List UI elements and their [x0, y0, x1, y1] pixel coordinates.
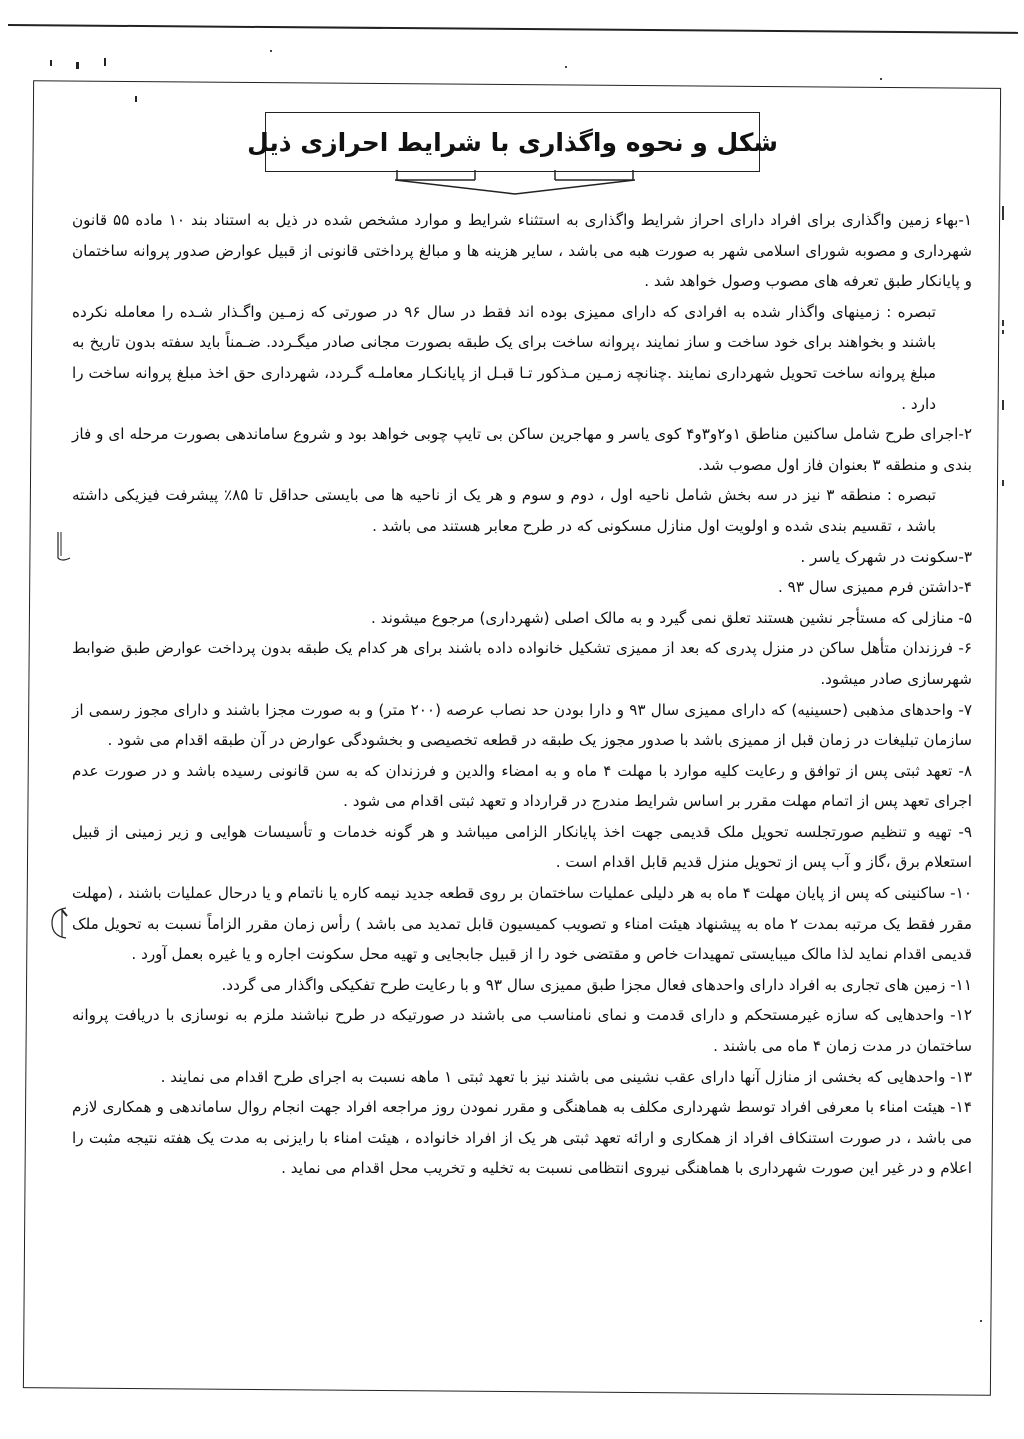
- clause-1-note: تبصره : زمینهای واگذار شده به افرادی که دارای ممیزی بوده اند فقط در سال ۹۶ در صورتی که زمـین واگـذار شـده را معامله نکرده باشند و بخواهند برای خود ساخت و ساز نمایند ،پروانه ساخت برای یک طبقه بصورت مجانی صادر میگـردد. ضـمناً باید سفته بدون تاریخ به مبلغ پروانه ساخت تحویل شهرداری نمایند .چنانچه زمـین مـذکور تـا قبـل از پایانکـار معاملـه گـردد، شهرداری حق اخذ مبلغ پروانه ساخت را دارد .: [72, 302, 936, 413]
- margin-scan-marks: [1000, 200, 1006, 500]
- punch-hole-icon: [50, 906, 70, 940]
- clause-6: ۶- فرزندان متأهل ساکن در منزل پدری که بعد از ممیزی تشکیل خانواده داده باشند برای هر کدام یک طبقه بدون پرداخت عوارض طبق ضوابط شهرسازی صادر میشود.: [72, 639, 972, 688]
- clause-10: ۱۰- ساکنینی که پس از پایان مهلت ۴ ماه به هر دلیلی عملیات ساختمان بر روی قطعه جدید نیمه کاره یا ناتمام و یا درحال عملیات باشند ، (مهلت مقرر فقط یک مرتبه بمدت ۲ ماه به پیشنهاد هیئت امناء و تصویب کمیسیون قابل تمدید می باشد ) رأس زمان مقرر الزاماً نسبت به تحویل ملک قدیمی اقدام نماید لذا مالک میبایستی تمهیدات خاص و مقتضی خود را از قبیل جابجایی و تهیه محل سکونت اجاره و یا غیره بعمل آورد .: [72, 884, 973, 964]
- title-box: [247, 112, 778, 172]
- clause-8: ۸- تعهد ثبتی پس از توافق و رعایت کلیه موارد با مهلت ۴ ماه و به امضاء والدین و فرزندان که به سن قانونی رسیده باشد و در صورت عدم اجرای تعهد پس از اتمام مهلت مقرر بر اساس شرایط مندرج در قرارداد و تعهد ثبتی اقدام می شود .: [72, 761, 972, 811]
- clause-5: ۵- منازلی که مستأجر نشین هستند تعلق نمی گیرد و به مالک اصلی (شهرداری) مرجوع میشوند .: [371, 608, 972, 627]
- scan-edge-line: [8, 24, 1018, 34]
- document-body: [72, 205, 972, 1184]
- clause-9: ۹- تهیه و تنظیم صورتجلسه تحویل ملک قدیمی جهت اخذ پایانکار الزامی میباشد و هر گونه خدمات و تأسیسات هوایی و زیر زمینی از قبیل استعلام برق ،گاز و آب پس از تحویل منزل قدیم قابل اقدام است .: [72, 822, 972, 872]
- clause-7: ۷- واحدهای مذهبی (حسینیه) که دارای ممیزی سال ۹۳ و دارا بودن حد نصاب عرصه (۲۰۰ متر) و به صورت مجزا باشند و دارای مجوز رسمی از سازمان تبلیغات در زمان قبل از ممیزی باشد با صدور مجوز یک طبقه در قطعه تخصیصی و بخشودگی عوارض در آن طبقه اقدام می شود .: [72, 700, 973, 750]
- title-arrow-icon: [395, 170, 635, 196]
- clause-2-note: تبصره : منطقه ۳ نیز در سه بخش شامل ناحیه اول ، دوم و سوم و هر یک از ناحیه ها می بایستی حداقل تا ۸۵٪ پیشرفت فیزیکی داشته باشد ، تقسیم بندی شده و اولویت اول منازل مسکونی که در طرح معابر هستند می باشد .: [72, 486, 936, 535]
- clause-12: ۱۲- واحدهایی که سازه غیرمستحکم و دارای قدمت و نمای نامناسب می باشند در صورتیکه در طرح نباشند ملزم به نوسازی با دریافت پروانه ساختمان در مدت زمان ۴ ماه می باشند .: [72, 1006, 972, 1056]
- clause-4: ۴-داشتن فرم ممیزی سال ۹۳ .: [778, 578, 972, 597]
- clause-14: ۱۴- هیئت امناء با معرفی افراد توسط شهرداری مکلف به هماهنگی و مقرر نمودن روز مراجعه افراد جهت انجام روال ساماندهی و همکاری لازم می باشد ، در صورت استنکاف افراد از همکاری و ارائه تعهد ثبتی هر یک از افراد خانواده ، هیئت امناء با رایزنی به مدت یک هفته نتیجه مثبت را اعلام و در غیر این صورت شهرداری با هماهنگی نیروی انتظامی نسبت به تخلیه و تخریب محل اقدام می نماید .: [72, 1098, 972, 1178]
- clause-2: ۲-اجرای طرح شامل ساکنین مناطق ۱و۲و۳و۴ کوی یاسر و مهاجرین ساکن بی تایپ چوبی خواهد بود و شروع ساماندهی بصورت مرحله ای و فاز بندی و منطقه ۳ بعنوان فاز اول مصوب شد.: [72, 425, 972, 474]
- clause-11: ۱۱- زمین های تجاری به افراد دارای واحدهای فعال مجزا طبق ممیزی سال ۹۳ و با رعایت طرح تفکیکی واگذار می گردد.: [221, 975, 972, 994]
- clause-13: ۱۳- واحدهایی که بخشی از منازل آنها دارای عقب نشینی می باشند نیز با تعهد ثبتی ۱ ماهه نسبت به اجرای طرح اقدام می نمایند .: [160, 1067, 972, 1086]
- clause-3: ۳-سکونت در شهرک یاسر .: [800, 547, 972, 566]
- clause-1: ۱-بهاء زمین واگذاری برای افراد دارای احراز شرایط واگذاری به استثناء شرایط و موارد مشخص شده در ذیل به استناد بند ۱۰ ماده ۵۵ قانون شهرداری و مصوبه شورای اسلامی شهر به صورت هبه می باشد ، سایر هزینه ها و مبالغ پرداختی قانونی از قبیل عوارض صدور پروانه ساختمان و پایانکار طبق تعرفه های مصوب وصول خواهد شد .: [72, 211, 973, 291]
- document-title: شکل و نحوه واگذاری با شرایط احرازی ذیل: [247, 127, 778, 157]
- punch-hole-icon: [52, 530, 72, 564]
